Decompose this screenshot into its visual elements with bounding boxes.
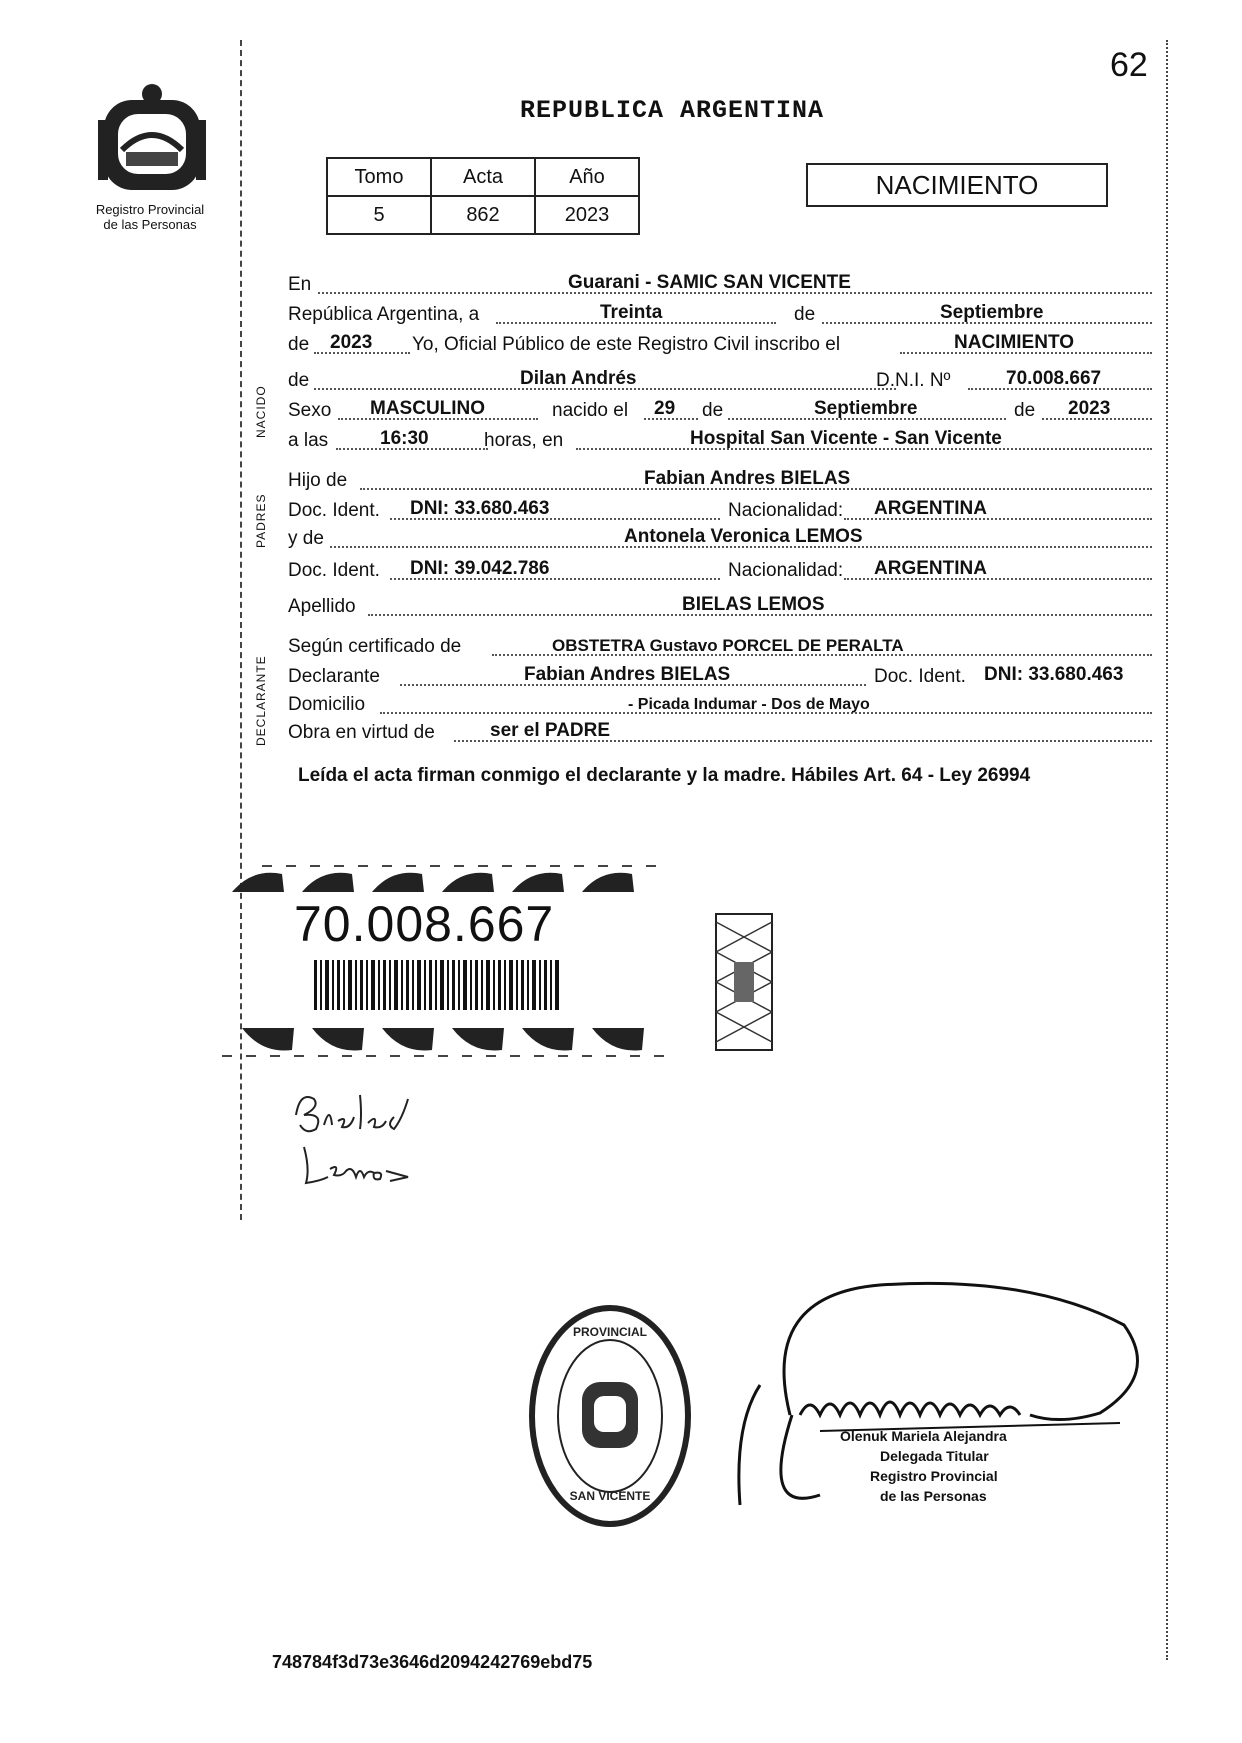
- row-hijo-de: [288, 464, 1152, 494]
- record-table-header-row: [327, 158, 639, 196]
- value-doc1: DNI: 33.680.463: [410, 498, 550, 519]
- security-strip-top: [222, 862, 672, 898]
- right-margin-line: [1166, 40, 1168, 1660]
- value-hora: 16:30: [380, 428, 429, 449]
- value-sexo: MASCULINO: [370, 398, 486, 419]
- label-nombre: de: [288, 370, 310, 391]
- value-declarante: Fabian Andres BIELAS: [524, 664, 731, 685]
- label-doc2: Doc. Ident.: [288, 560, 380, 581]
- value-nac-de2: 2023: [1068, 398, 1111, 419]
- value-anio: 2023: [330, 332, 373, 353]
- value-nac-de1: Septiembre: [814, 398, 918, 419]
- value-dni: 70.008.667: [1006, 368, 1102, 389]
- row-declarante: [288, 660, 1152, 690]
- signature-block: [840, 1426, 1007, 1506]
- signature-role: Delegada Titular: [880, 1448, 989, 1464]
- label-dni: D.N.I. Nº: [876, 370, 951, 391]
- signature-office-2: de las Personas: [880, 1488, 987, 1504]
- label-hora: a las: [288, 430, 329, 451]
- value-nac1: ARGENTINA: [874, 498, 987, 519]
- value-hijo-de: Fabian Andres BIELAS: [644, 468, 851, 489]
- label-anio: de: [288, 334, 310, 355]
- value-nombre: Dilan Andrés: [520, 368, 637, 389]
- value-apellido: BIELAS LEMOS: [682, 594, 825, 615]
- row-doc2: [288, 554, 1152, 584]
- logo-caption-line-2: de las Personas: [103, 217, 197, 232]
- record-table-header: Tomo: [327, 158, 431, 196]
- label-dia: República Argentina, a: [288, 304, 480, 325]
- row-hora: [288, 424, 1152, 454]
- value-obra: ser el PADRE: [490, 720, 611, 741]
- document-hash: 748784f3d73e3646d2094242769ebd75: [272, 1652, 593, 1672]
- header-title: REPUBLICA ARGENTINA: [520, 96, 825, 125]
- record-table-value: 862: [431, 196, 535, 234]
- official-seal-icon: [526, 1300, 694, 1532]
- security-hologram-icon: [714, 912, 774, 1052]
- label-sexo: Sexo: [288, 400, 332, 421]
- value-certificado: OBSTETRA Gustavo PORCEL DE PERALTA: [552, 636, 904, 655]
- row-y-de: [288, 522, 1152, 552]
- record-table-header: Acta: [431, 158, 535, 196]
- value-doc2: DNI: 39.042.786: [410, 558, 550, 579]
- label-nacido-el: nacido el: [552, 400, 629, 421]
- record-table-header: Año: [535, 158, 639, 196]
- row-doc1: [288, 494, 1152, 524]
- label-obra: Obra en virtud de: [288, 722, 435, 743]
- label-apellido: Apellido: [288, 596, 356, 617]
- page-number: 62: [1110, 46, 1148, 84]
- row-fecha: [288, 298, 1152, 328]
- value-inscribo: NACIMIENTO: [954, 332, 1074, 353]
- label-y-de: y de: [288, 528, 324, 549]
- label-hijo-de: Hijo de: [288, 470, 348, 491]
- side-label-nacido: NACIDO: [254, 385, 268, 438]
- signature-office: Registro Provincial: [870, 1468, 998, 1484]
- barcode-icon: [314, 960, 562, 1010]
- value-en: Guarani - SAMIC SAN VICENTE: [568, 272, 851, 293]
- value-nacido-el: 29: [654, 398, 676, 419]
- signature-name: Olenuk Mariela Alejandra: [840, 1428, 1007, 1444]
- value-nac2: ARGENTINA: [874, 558, 987, 579]
- label-nac2: Nacionalidad:: [728, 560, 844, 581]
- label-domicilio: Domicilio: [288, 694, 366, 715]
- legal-note: Leída el acta firman conmigo el declarante y la madre. Hábiles Art. 64 - Ley 26994: [298, 765, 1031, 786]
- record-table-value: 2023: [535, 196, 639, 234]
- label-declarante: Declarante: [288, 666, 380, 687]
- value-mes: Septiembre: [940, 302, 1044, 323]
- row-nombre: [288, 364, 1152, 394]
- handwritten-surname-icon: [290, 1085, 420, 1195]
- record-table-value: 5: [327, 196, 431, 234]
- svg-text:PROVINCIAL: PROVINCIAL: [572, 1325, 648, 1339]
- label-nac-de2: de: [1014, 400, 1036, 421]
- side-label-declarante: DECLARANTE: [254, 655, 268, 746]
- row-obra: [288, 716, 1152, 746]
- row-apellido: [288, 590, 1152, 620]
- logo-caption-line-1: Registro Provincial: [95, 202, 205, 217]
- label-mes: de: [794, 304, 816, 325]
- id-number-large: 70.008.667: [294, 896, 555, 952]
- row-en: [288, 268, 1152, 298]
- document-type-box: NACIMIENTO: [806, 163, 1108, 207]
- security-strip-bottom: [222, 1024, 672, 1060]
- logo-caption: [70, 202, 230, 232]
- value-y-de: Antonela Veronica LEMOS: [624, 526, 863, 547]
- record-table-value-row: [327, 196, 639, 234]
- label-en: En: [288, 274, 312, 295]
- svg-text:SAN VICENTE: SAN VICENTE: [569, 1489, 651, 1503]
- side-label-padres: PADRES: [254, 493, 268, 548]
- label-certificado: Según certificado de: [288, 636, 462, 657]
- label-nac1: Nacionalidad:: [728, 500, 844, 521]
- row-domicilio: [288, 688, 1152, 718]
- row-certificado: [288, 630, 1152, 660]
- value-domicilio: - Picada Indumar - Dos de Mayo: [628, 696, 870, 713]
- record-table: [326, 157, 640, 235]
- label-nac-de1: de: [702, 400, 724, 421]
- label-horas-en: horas, en: [484, 430, 564, 451]
- label-doc3: Doc. Ident.: [874, 666, 966, 687]
- row-inscribo: [288, 328, 1152, 358]
- value-dia: Treinta: [600, 302, 663, 323]
- row-sexo: [288, 394, 1152, 424]
- label-inscribo: Yo, Oficial Público de este Registro Civil inscribo el: [412, 334, 841, 355]
- value-doc3: DNI: 33.680.463: [984, 664, 1124, 685]
- value-horas-en: Hospital San Vicente - San Vicente: [690, 428, 1002, 449]
- label-doc1: Doc. Ident.: [288, 500, 380, 521]
- provincial-seal-icon: [96, 80, 208, 200]
